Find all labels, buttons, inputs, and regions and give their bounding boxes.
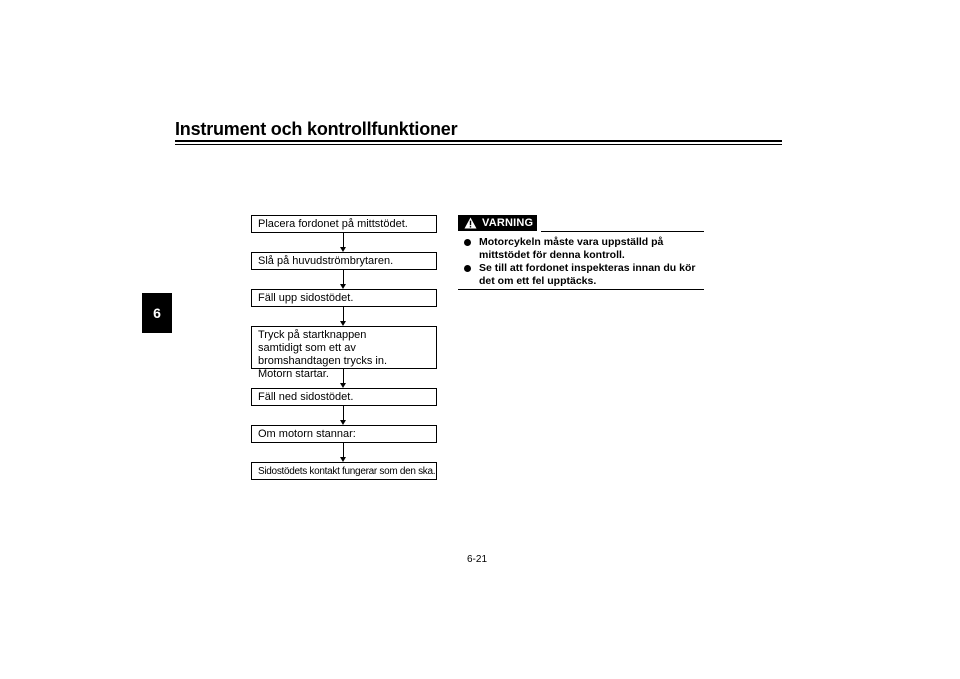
bullet-icon xyxy=(464,239,471,246)
header-rule-thin xyxy=(175,144,782,145)
warning-triangle-icon xyxy=(464,217,477,229)
warning-label: VARNING xyxy=(482,217,534,229)
flow-step-5: Fäll ned sidostödet. xyxy=(251,388,437,406)
warning-list xyxy=(462,236,707,288)
warning-top-rule xyxy=(541,231,704,232)
warning-item: Se till att fordonet inspekteras innan du kör det om ett fel upptäcks. xyxy=(462,262,707,288)
chapter-tab: 6 xyxy=(142,293,172,333)
warning-badge xyxy=(458,215,537,231)
flow-step-6: Om motorn stannar: xyxy=(251,425,437,443)
flow-connector xyxy=(343,233,344,248)
bullet-icon xyxy=(464,265,471,272)
flow-connector xyxy=(343,406,344,421)
flow-connector xyxy=(343,307,344,322)
warning-bottom-rule xyxy=(458,289,704,290)
flow-step-7: Sidostödets kontakt fungerar som den ska. xyxy=(251,462,437,480)
flow-connector xyxy=(343,369,344,384)
warning-item: Motorcykeln måste vara uppställd på mittstödet för denna kontroll. xyxy=(462,236,707,262)
header-rule xyxy=(175,140,782,142)
flow-connector xyxy=(343,270,344,285)
flow-step-2: Slå på huvudströmbrytaren. xyxy=(251,252,437,270)
page-number: 6-21 xyxy=(467,554,488,565)
page-header-title: Instrument och kontrollfunktioner xyxy=(175,119,458,139)
flow-step-4: Tryck på startknappen samtidigt som ett av bromshandtagen trycks in. Motorn startar. xyxy=(251,326,437,369)
flow-step-3: Fäll upp sidostödet. xyxy=(251,289,437,307)
flow-connector xyxy=(343,443,344,458)
flow-step-1: Placera fordonet på mittstödet. xyxy=(251,215,437,233)
